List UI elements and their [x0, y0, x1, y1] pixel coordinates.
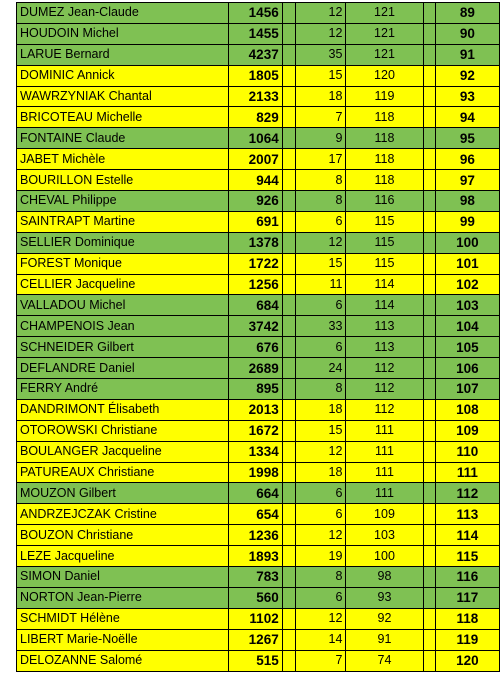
average-cell: 118 [346, 107, 423, 128]
average-cell: 115 [346, 232, 423, 253]
rank-cell: 102 [435, 274, 499, 295]
spacer-cell [282, 337, 295, 358]
rank-cell: 98 [435, 191, 499, 212]
spacer-cell [282, 483, 295, 504]
total-pins-cell: 515 [229, 650, 283, 671]
total-pins-cell: 1456 [229, 3, 283, 24]
games-count-cell: 12 [295, 3, 346, 24]
table-row [17, 191, 500, 212]
spacer-cell [423, 608, 435, 629]
table-row [17, 170, 500, 191]
total-pins-cell: 783 [229, 567, 283, 588]
spacer-cell [282, 546, 295, 567]
player-name-cell: JABET Michèle [17, 149, 229, 170]
table-row [17, 274, 500, 295]
total-pins-cell: 1672 [229, 420, 283, 441]
player-name-cell: WAWRZYNIAK Chantal [17, 86, 229, 107]
spacer-cell [282, 44, 295, 65]
spacer-cell [282, 3, 295, 24]
games-count-cell: 35 [295, 44, 346, 65]
spacer-cell [423, 274, 435, 295]
spacer-cell [423, 128, 435, 149]
total-pins-cell: 2013 [229, 399, 283, 420]
table-row [17, 86, 500, 107]
spacer-cell [423, 358, 435, 379]
total-pins-cell: 1378 [229, 232, 283, 253]
spacer-cell [282, 232, 295, 253]
games-count-cell: 18 [295, 86, 346, 107]
player-name-cell: BRICOTEAU Michelle [17, 107, 229, 128]
spacer-cell [282, 650, 295, 671]
player-name-cell: BOURILLON Estelle [17, 170, 229, 191]
table-row [17, 379, 500, 400]
table-row [17, 462, 500, 483]
table-row [17, 420, 500, 441]
games-count-cell: 33 [295, 316, 346, 337]
spacer-cell [282, 149, 295, 170]
total-pins-cell: 4237 [229, 44, 283, 65]
rank-cell: 97 [435, 170, 499, 191]
ranking-sheet [16, 2, 500, 672]
spacer-cell [282, 608, 295, 629]
rank-cell: 92 [435, 65, 499, 86]
rank-cell: 107 [435, 379, 499, 400]
rank-cell: 93 [435, 86, 499, 107]
spacer-cell [282, 420, 295, 441]
total-pins-cell: 1267 [229, 629, 283, 650]
total-pins-cell: 1102 [229, 608, 283, 629]
rank-cell: 116 [435, 567, 499, 588]
average-cell: 103 [346, 525, 423, 546]
games-count-cell: 8 [295, 170, 346, 191]
total-pins-cell: 3742 [229, 316, 283, 337]
player-name-cell: SAINTRAPT Martine [17, 211, 229, 232]
rank-cell: 89 [435, 3, 499, 24]
table-row [17, 358, 500, 379]
average-cell: 118 [346, 128, 423, 149]
spacer-cell [423, 23, 435, 44]
spacer-cell [423, 462, 435, 483]
rank-cell: 114 [435, 525, 499, 546]
total-pins-cell: 654 [229, 504, 283, 525]
spacer-cell [282, 170, 295, 191]
games-count-cell: 7 [295, 650, 346, 671]
games-count-cell: 19 [295, 546, 346, 567]
average-cell: 116 [346, 191, 423, 212]
rank-cell: 112 [435, 483, 499, 504]
player-name-cell: FOREST Monique [17, 253, 229, 274]
games-count-cell: 11 [295, 274, 346, 295]
average-cell: 115 [346, 211, 423, 232]
total-pins-cell: 2007 [229, 149, 283, 170]
games-count-cell: 8 [295, 567, 346, 588]
spacer-cell [423, 65, 435, 86]
spacer-cell [423, 170, 435, 191]
games-count-cell: 15 [295, 65, 346, 86]
player-name-cell: CELLIER Jacqueline [17, 274, 229, 295]
spacer-cell [423, 379, 435, 400]
table-row [17, 608, 500, 629]
player-name-cell: DOMINIC Annick [17, 65, 229, 86]
table-row [17, 567, 500, 588]
spacer-cell [282, 274, 295, 295]
ranking-table-body [17, 3, 500, 672]
spacer-cell [282, 504, 295, 525]
spacer-cell [282, 441, 295, 462]
total-pins-cell: 1334 [229, 441, 283, 462]
games-count-cell: 15 [295, 420, 346, 441]
spacer-cell [423, 483, 435, 504]
average-cell: 92 [346, 608, 423, 629]
spacer-cell [282, 462, 295, 483]
total-pins-cell: 926 [229, 191, 283, 212]
spacer-cell [282, 379, 295, 400]
average-cell: 115 [346, 253, 423, 274]
rank-cell: 120 [435, 650, 499, 671]
spacer-cell [423, 420, 435, 441]
average-cell: 121 [346, 3, 423, 24]
table-row [17, 316, 500, 337]
table-row [17, 107, 500, 128]
player-name-cell: MOUZON Gilbert [17, 483, 229, 504]
rank-cell: 113 [435, 504, 499, 525]
table-row [17, 337, 500, 358]
games-count-cell: 12 [295, 608, 346, 629]
games-count-cell: 6 [295, 587, 346, 608]
spacer-cell [282, 399, 295, 420]
games-count-cell: 12 [295, 525, 346, 546]
rank-cell: 99 [435, 211, 499, 232]
average-cell: 113 [346, 337, 423, 358]
average-cell: 111 [346, 420, 423, 441]
table-row [17, 253, 500, 274]
player-name-cell: DEFLANDRE Daniel [17, 358, 229, 379]
games-count-cell: 6 [295, 504, 346, 525]
table-row [17, 149, 500, 170]
player-name-cell: SELLIER Dominique [17, 232, 229, 253]
average-cell: 114 [346, 295, 423, 316]
table-row [17, 211, 500, 232]
rank-cell: 103 [435, 295, 499, 316]
player-name-cell: NORTON Jean-Pierre [17, 587, 229, 608]
rank-cell: 94 [435, 107, 499, 128]
average-cell: 121 [346, 44, 423, 65]
total-pins-cell: 1805 [229, 65, 283, 86]
spacer-cell [423, 504, 435, 525]
spacer-cell [423, 316, 435, 337]
games-count-cell: 18 [295, 462, 346, 483]
games-count-cell: 12 [295, 23, 346, 44]
rank-cell: 110 [435, 441, 499, 462]
spacer-cell [423, 567, 435, 588]
total-pins-cell: 2689 [229, 358, 283, 379]
spacer-cell [282, 23, 295, 44]
player-name-cell: FERRY André [17, 379, 229, 400]
table-row [17, 504, 500, 525]
average-cell: 74 [346, 650, 423, 671]
table-row [17, 546, 500, 567]
rank-cell: 96 [435, 149, 499, 170]
games-count-cell: 17 [295, 149, 346, 170]
spacer-cell [423, 587, 435, 608]
average-cell: 100 [346, 546, 423, 567]
total-pins-cell: 2133 [229, 86, 283, 107]
average-cell: 98 [346, 567, 423, 588]
spacer-cell [282, 65, 295, 86]
games-count-cell: 24 [295, 358, 346, 379]
table-row [17, 23, 500, 44]
table-row [17, 441, 500, 462]
spacer-cell [423, 191, 435, 212]
average-cell: 118 [346, 149, 423, 170]
average-cell: 111 [346, 441, 423, 462]
spacer-cell [423, 546, 435, 567]
games-count-cell: 6 [295, 483, 346, 504]
table-row [17, 525, 500, 546]
rank-cell: 106 [435, 358, 499, 379]
table-row [17, 483, 500, 504]
total-pins-cell: 676 [229, 337, 283, 358]
rank-cell: 100 [435, 232, 499, 253]
player-name-cell: BOULANGER Jacqueline [17, 441, 229, 462]
spacer-cell [423, 295, 435, 316]
games-count-cell: 7 [295, 107, 346, 128]
rank-cell: 104 [435, 316, 499, 337]
games-count-cell: 12 [295, 232, 346, 253]
average-cell: 120 [346, 65, 423, 86]
table-row [17, 128, 500, 149]
spacer-cell [423, 107, 435, 128]
player-name-cell: BOUZON Christiane [17, 525, 229, 546]
spacer-cell [282, 629, 295, 650]
rank-cell: 118 [435, 608, 499, 629]
spacer-cell [282, 253, 295, 274]
spacer-cell [282, 316, 295, 337]
player-name-cell: SIMON Daniel [17, 567, 229, 588]
average-cell: 119 [346, 86, 423, 107]
spacer-cell [423, 149, 435, 170]
player-name-cell: FONTAINE Claude [17, 128, 229, 149]
player-name-cell: PATUREAUX Christiane [17, 462, 229, 483]
games-count-cell: 15 [295, 253, 346, 274]
average-cell: 113 [346, 316, 423, 337]
total-pins-cell: 1455 [229, 23, 283, 44]
games-count-cell: 18 [295, 399, 346, 420]
spacer-cell [282, 191, 295, 212]
games-count-cell: 6 [295, 211, 346, 232]
spacer-cell [282, 358, 295, 379]
spacer-cell [282, 295, 295, 316]
spacer-cell [423, 441, 435, 462]
player-name-cell: CHAMPENOIS Jean [17, 316, 229, 337]
rank-cell: 101 [435, 253, 499, 274]
average-cell: 112 [346, 379, 423, 400]
total-pins-cell: 1064 [229, 128, 283, 149]
spacer-cell [423, 650, 435, 671]
games-count-cell: 9 [295, 128, 346, 149]
spacer-cell [423, 3, 435, 24]
rank-cell: 111 [435, 462, 499, 483]
average-cell: 112 [346, 399, 423, 420]
table-row [17, 295, 500, 316]
player-name-cell: SCHMIDT Hélène [17, 608, 229, 629]
rank-cell: 119 [435, 629, 499, 650]
spacer-cell [423, 44, 435, 65]
average-cell: 91 [346, 629, 423, 650]
games-count-cell: 8 [295, 379, 346, 400]
ranking-table [16, 2, 500, 672]
average-cell: 109 [346, 504, 423, 525]
rank-cell: 115 [435, 546, 499, 567]
spacer-cell [423, 629, 435, 650]
average-cell: 111 [346, 462, 423, 483]
total-pins-cell: 829 [229, 107, 283, 128]
table-row [17, 232, 500, 253]
total-pins-cell: 1236 [229, 525, 283, 546]
games-count-cell: 8 [295, 191, 346, 212]
games-count-cell: 6 [295, 295, 346, 316]
total-pins-cell: 1722 [229, 253, 283, 274]
average-cell: 93 [346, 587, 423, 608]
games-count-cell: 6 [295, 337, 346, 358]
spacer-cell [282, 128, 295, 149]
total-pins-cell: 1256 [229, 274, 283, 295]
total-pins-cell: 684 [229, 295, 283, 316]
games-count-cell: 12 [295, 441, 346, 462]
rank-cell: 91 [435, 44, 499, 65]
total-pins-cell: 560 [229, 587, 283, 608]
rank-cell: 90 [435, 23, 499, 44]
table-row [17, 629, 500, 650]
spacer-cell [423, 86, 435, 107]
player-name-cell: SCHNEIDER Gilbert [17, 337, 229, 358]
total-pins-cell: 895 [229, 379, 283, 400]
table-row [17, 44, 500, 65]
player-name-cell: DUMEZ Jean-Claude [17, 3, 229, 24]
spacer-cell [282, 567, 295, 588]
spacer-cell [423, 253, 435, 274]
average-cell: 118 [346, 170, 423, 191]
rank-cell: 95 [435, 128, 499, 149]
spacer-cell [423, 337, 435, 358]
rank-cell: 117 [435, 587, 499, 608]
average-cell: 111 [346, 483, 423, 504]
spacer-cell [423, 232, 435, 253]
total-pins-cell: 691 [229, 211, 283, 232]
total-pins-cell: 1998 [229, 462, 283, 483]
player-name-cell: LARUE Bernard [17, 44, 229, 65]
spacer-cell [282, 107, 295, 128]
spacer-cell [282, 587, 295, 608]
total-pins-cell: 1893 [229, 546, 283, 567]
rank-cell: 108 [435, 399, 499, 420]
spacer-cell [423, 399, 435, 420]
table-row [17, 3, 500, 24]
average-cell: 121 [346, 23, 423, 44]
table-row [17, 650, 500, 671]
spacer-cell [282, 86, 295, 107]
player-name-cell: LEZE Jacqueline [17, 546, 229, 567]
spacer-cell [282, 211, 295, 232]
player-name-cell: LIBERT Marie-Noëlle [17, 629, 229, 650]
player-name-cell: VALLADOU Michel [17, 295, 229, 316]
player-name-cell: ANDRZEJCZAK Cristine [17, 504, 229, 525]
player-name-cell: DANDRIMONT Élisabeth [17, 399, 229, 420]
table-row [17, 399, 500, 420]
spacer-cell [423, 525, 435, 546]
total-pins-cell: 664 [229, 483, 283, 504]
player-name-cell: OTOROWSKI Christiane [17, 420, 229, 441]
table-row [17, 65, 500, 86]
average-cell: 114 [346, 274, 423, 295]
rank-cell: 105 [435, 337, 499, 358]
total-pins-cell: 944 [229, 170, 283, 191]
table-row [17, 587, 500, 608]
spacer-cell [423, 211, 435, 232]
player-name-cell: CHEVAL Philippe [17, 191, 229, 212]
spacer-cell [282, 525, 295, 546]
rank-cell: 109 [435, 420, 499, 441]
games-count-cell: 14 [295, 629, 346, 650]
player-name-cell: HOUDOIN Michel [17, 23, 229, 44]
player-name-cell: DELOZANNE Salomé [17, 650, 229, 671]
average-cell: 112 [346, 358, 423, 379]
